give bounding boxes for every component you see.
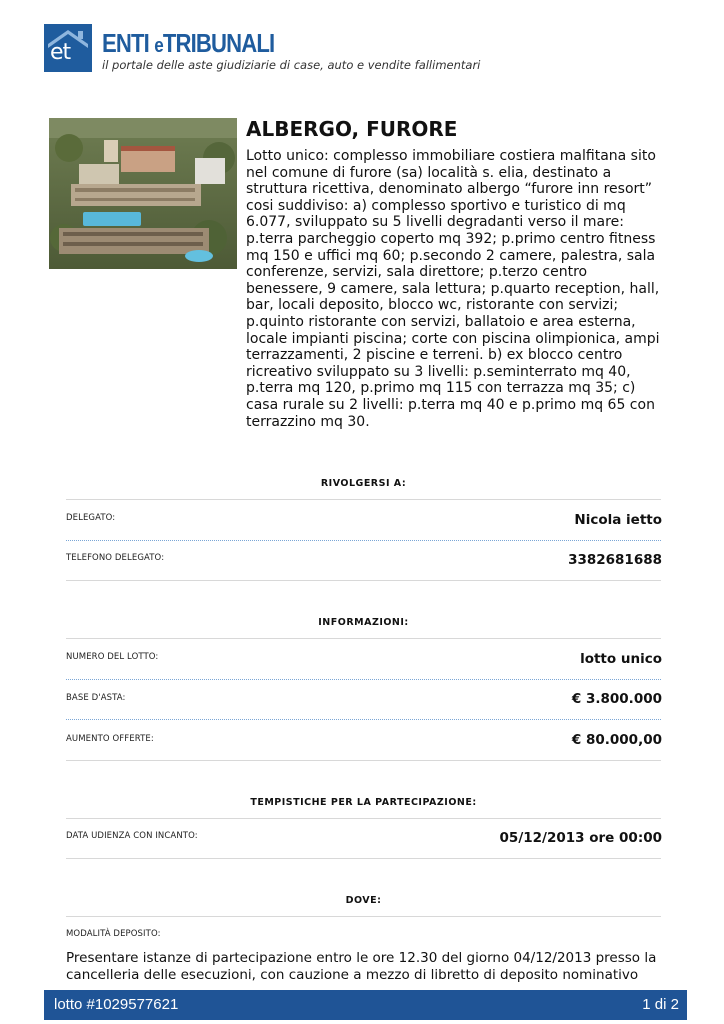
listing-title: ALBERGO, FURORE: [246, 117, 458, 141]
footer-page-number: 1 di 2: [642, 996, 679, 1013]
deposito-label: MODALITÀ DEPOSITO:: [66, 929, 161, 939]
divider: [66, 638, 661, 639]
divider-dotted: [66, 540, 661, 541]
divider: [66, 916, 661, 917]
telefono-label: TELEFONO DELEGATO:: [66, 553, 165, 563]
brand-e: e: [154, 35, 163, 57]
delegato-label: DELEGATO:: [66, 513, 116, 523]
divider: [66, 580, 661, 581]
base-asta-value: € 3.800.000: [571, 691, 662, 707]
listing-description: Lotto unico: complesso immobiliare costiera malfitana sito nel comune di furore (sa) località s. elia, destinato a struttura ricettiva, denominato albergo “furore inn resort” cosi suddiviso: a) complesso sportivo e turistico di mq 6.077, sviluppato su 5 livelli degradanti verso il mare: p.terra parcheggio coperto mq 392; p.primo centro fitness mq 150 e uffici mq 60; p.secondo 2 camere, palestra, sala conferenze, servizi, sala direttore; p.terzo centro benessere, 9 camere, sala lettura; p.quarto reception, hall, bar, locali deposito, blocco wc, ristorante con servizi; p.quinto ristorante con servizi, ballatoio e area esterna, locale impianti piscina; corte con piscina olimpionica, ampi terrazzamenti, 2 piscine e terreni. b) ex blocco centro ricreativo sviluppato su 3 livelli: p.seminterrato mq 40, p.terra mq 120, p.primo mq 115 con terrazza mq 35; c) casa rurale su 2 livelli: p.terra mq 40 e p.primo mq 65 con terrazzino mq 30.: [246, 148, 660, 430]
lotto-label: NUMERO DEL LOTTO:: [66, 652, 159, 662]
section-title-informazioni: INFORMAZIONI:: [318, 617, 409, 628]
brand-part1: ENTI: [102, 28, 149, 58]
footer-lot-id: lotto #1029577621: [54, 996, 179, 1013]
brand-part2: TRIBUNALI: [162, 28, 275, 58]
udienza-label: DATA UDIENZA CON INCANTO:: [66, 831, 198, 841]
deposito-text: Presentare istanze di partecipazione entro le ore 12.30 del giorno 04/12/2013 presso la cancelleria delle esecuzioni, con cauzione a mezzo di libretto di deposito nominativo: [66, 950, 657, 983]
divider: [66, 760, 661, 761]
brand-name[interactable]: [102, 28, 274, 59]
delegato-value: Nicola ietto: [574, 512, 662, 528]
section-title-rivolgersi: RIVOLGERSI A:: [320, 478, 407, 489]
divider-dotted: [66, 679, 661, 680]
divider-dotted: [66, 719, 661, 720]
divider: [66, 858, 661, 859]
section-title-dove: DOVE:: [345, 895, 382, 906]
divider: [66, 818, 661, 819]
telefono-value[interactable]: 3382681688: [568, 552, 662, 568]
section-title-tempistiche: TEMPISTICHE PER LA PARTECIPAZIONE:: [250, 797, 477, 808]
logo-initials: et: [50, 40, 71, 65]
udienza-value: 05/12/2013 ore 00:00: [499, 830, 662, 846]
site-header: [44, 24, 481, 74]
hotel-photo-image: [49, 118, 237, 269]
divider: [66, 499, 661, 500]
footer-bar: [44, 990, 687, 1020]
property-photo: [49, 118, 237, 269]
aumento-value: € 80.000,00: [571, 732, 662, 748]
tagline: il portale delle aste giudiziarie di case, auto e vendite fallimentari: [102, 58, 481, 72]
logo-house-icon[interactable]: [44, 24, 92, 72]
aumento-label: AUMENTO OFFERTE:: [66, 734, 154, 744]
lotto-value: lotto unico: [580, 651, 662, 667]
base-asta-label: BASE D'ASTA:: [66, 693, 126, 703]
